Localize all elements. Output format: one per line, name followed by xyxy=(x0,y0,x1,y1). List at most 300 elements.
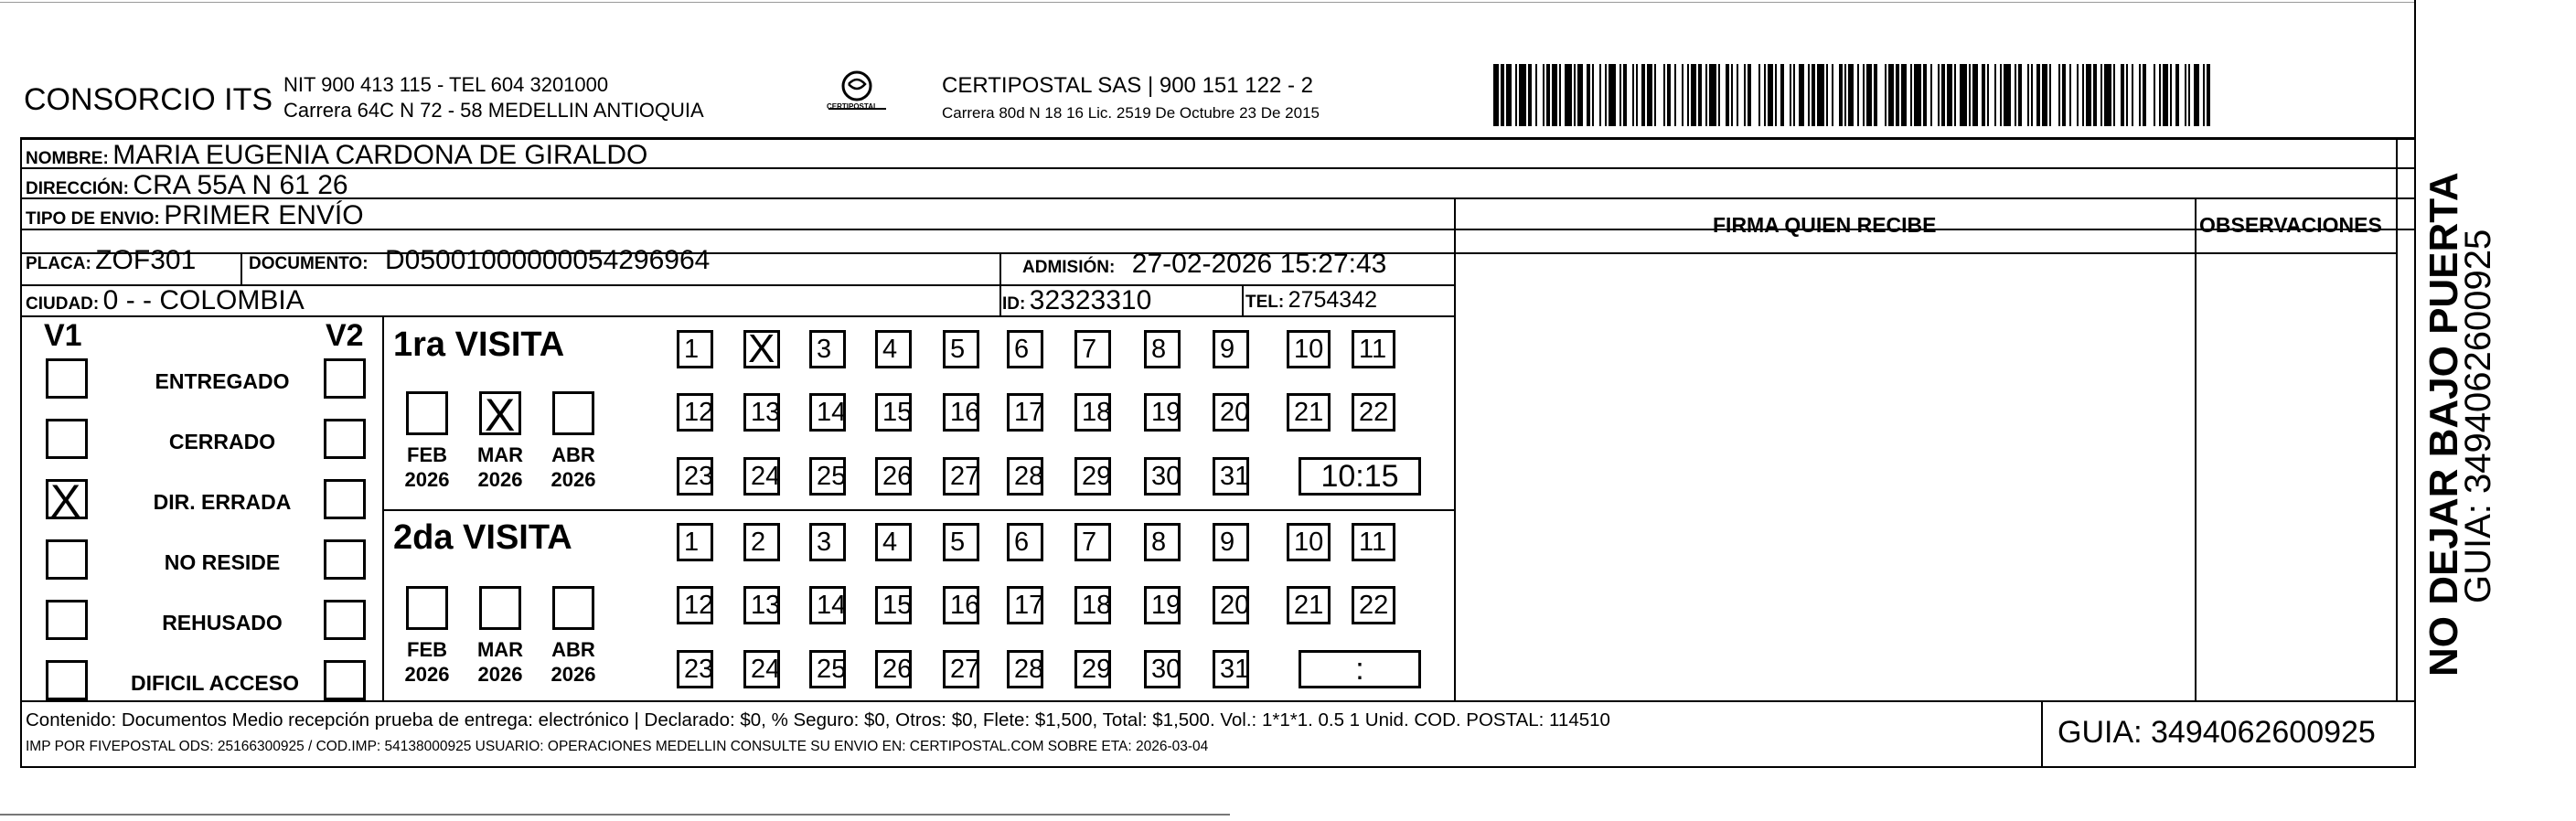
barcode-bar xyxy=(1954,64,1956,126)
day-number: 11 xyxy=(1359,528,1387,557)
barcode-bar xyxy=(2163,64,2168,126)
day-box[interactable] xyxy=(1074,523,1111,561)
day-box[interactable] xyxy=(809,650,846,688)
day-number: 20 xyxy=(1220,398,1250,427)
barcode-bar xyxy=(1636,64,1638,126)
day-number: 7 xyxy=(1082,528,1097,557)
day-box[interactable] xyxy=(743,393,780,432)
day-number: 19 xyxy=(1151,591,1181,620)
barcode-bar xyxy=(1866,64,1872,126)
admission-value: 27-02-2026 15:27:43 xyxy=(1131,249,1387,279)
barcode-bar xyxy=(1848,64,1854,126)
barcode-bar xyxy=(2058,64,2060,126)
day-box[interactable] xyxy=(1144,586,1181,624)
company-nit: NIT 900 413 115 - TEL 604 3201000 xyxy=(283,73,609,96)
status-label: NO RESIDE xyxy=(164,550,281,574)
day-number: 27 xyxy=(950,655,980,684)
id-value: 32323310 xyxy=(1029,285,1152,315)
month-name: ABR xyxy=(551,638,595,661)
carrier-name: CERTIPOSTAL SAS | 900 151 122 - 2 xyxy=(942,73,1313,98)
name-field xyxy=(26,142,647,169)
city-label: CIUDAD: xyxy=(26,294,100,314)
day-number: 3 xyxy=(817,528,832,557)
day-box[interactable] xyxy=(1007,330,1043,368)
day-number: 17 xyxy=(1014,398,1044,427)
barcode-bar xyxy=(2143,64,2146,126)
status-v2-checkbox[interactable] xyxy=(324,539,366,580)
day-box[interactable] xyxy=(1074,330,1111,368)
barcode-bar xyxy=(2188,64,2190,126)
time-box[interactable]: : xyxy=(1299,650,1421,688)
barcode-bar xyxy=(1546,64,1550,126)
month-label xyxy=(546,442,601,492)
day-number: 20 xyxy=(1220,591,1250,620)
barcode-bar xyxy=(1758,64,1760,126)
footer-content: Contenido: Documentos Medio recepción prueba de entrega: electrónico | Declarado: $0, % Seguro: $0, Otros: $0, Flete: $1,500, Total: $1,500. Vol.: 1*1*1. 0.5 1 Unid. COD. POSTAL: 114510 xyxy=(26,709,1610,730)
day-number: 13 xyxy=(751,398,781,427)
day-box[interactable] xyxy=(809,457,846,496)
admission-field xyxy=(1022,251,1386,278)
barcode-bar xyxy=(1605,64,1607,126)
plate-value: ZOF301 xyxy=(95,245,197,275)
barcode-bar xyxy=(1592,64,1594,126)
footer-print-info: IMP POR FIVEPOSTAL ODS: 25166300925 / COD.IMP: 54138000925 USUARIO: OPERACIONES MEDELLIN CONSULTE SU ENVIO EN: CERTIPOSTAL.COM SOBRE ETA: 2026-03-04 xyxy=(26,739,1209,754)
status-v2-checkbox[interactable] xyxy=(324,660,366,700)
barcode-bar xyxy=(2113,64,2115,126)
barcode-bar xyxy=(1960,64,1967,126)
month-checkbox[interactable] xyxy=(479,586,521,630)
month-checkbox[interactable] xyxy=(552,391,594,435)
month-year: 2026 xyxy=(477,468,523,491)
day-number: 5 xyxy=(950,528,966,557)
month-year: 2026 xyxy=(550,468,596,491)
day-box[interactable] xyxy=(1144,393,1181,432)
barcode-bar xyxy=(1808,64,1810,126)
day-box[interactable] xyxy=(677,330,713,368)
type-value: PRIMER ENVÍO xyxy=(164,200,364,230)
barcode-bar xyxy=(1663,64,1665,126)
barcode-bar xyxy=(1552,64,1557,126)
day-box[interactable] xyxy=(1074,393,1111,432)
barcode-bar xyxy=(1914,64,1921,126)
day-box[interactable] xyxy=(743,586,780,624)
status-v2-checkbox[interactable] xyxy=(324,358,366,399)
month-checkbox[interactable] xyxy=(552,586,594,630)
day-box[interactable] xyxy=(677,586,713,624)
day-box[interactable] xyxy=(875,586,912,624)
barcode-bar xyxy=(1501,64,1504,126)
barcode-bar xyxy=(1574,64,1576,126)
plate-field xyxy=(26,247,196,274)
barcode-bar xyxy=(1799,64,1804,126)
type-field xyxy=(26,202,364,229)
day-number: 30 xyxy=(1151,655,1181,684)
barcode-bar xyxy=(1493,64,1499,126)
status-v2-checkbox[interactable] xyxy=(324,419,366,459)
first-visit-title: 1ra VISITA xyxy=(393,325,565,364)
barcode-bar xyxy=(2093,64,2097,126)
day-box[interactable] xyxy=(743,523,780,561)
barcode-bar xyxy=(1705,64,1707,126)
month-name: ABR xyxy=(551,443,595,466)
day-box[interactable] xyxy=(1352,330,1395,368)
id-field xyxy=(1002,287,1151,315)
day-number: 12 xyxy=(684,591,714,620)
barcode xyxy=(1493,0,2225,128)
carrier-address: Carrera 80d N 18 16 Lic. 2519 De Octubre 23 De 2015 xyxy=(942,104,1320,122)
barcode-bar xyxy=(1896,64,1899,126)
barcode-bar xyxy=(1780,64,1784,126)
day-box[interactable] xyxy=(1144,330,1181,368)
day-box[interactable] xyxy=(1287,523,1331,561)
status-v1-checkbox[interactable] xyxy=(46,600,88,640)
month-year: 2026 xyxy=(550,663,596,686)
status-label: REHUSADO xyxy=(162,611,283,634)
barcode-bar xyxy=(1691,64,1696,126)
month-checkbox[interactable] xyxy=(406,586,448,630)
day-box[interactable] xyxy=(677,523,713,561)
day-box[interactable] xyxy=(1352,393,1395,432)
day-box[interactable] xyxy=(875,457,912,496)
day-number: 27 xyxy=(950,462,980,491)
day-box[interactable] xyxy=(1352,586,1395,624)
barcode-bar xyxy=(2207,64,2210,126)
status-v1-checkbox[interactable] xyxy=(46,358,88,399)
day-number: 26 xyxy=(882,655,913,684)
day-number: 24 xyxy=(751,655,781,684)
document-value: D05001000000054296964 xyxy=(385,245,711,275)
v1-label: V1 xyxy=(44,318,82,353)
barcode-bar xyxy=(1667,64,1671,126)
barcode-bar xyxy=(2086,64,2091,126)
day-number: 16 xyxy=(950,398,980,427)
barcode-bar xyxy=(1687,64,1689,126)
day-number: 28 xyxy=(1014,462,1044,491)
side-guide-number: GUIA: 3494062600925 xyxy=(2458,229,2498,603)
barcode-bar xyxy=(1885,64,1887,126)
month-label xyxy=(473,637,528,687)
address-label: DIRECCIÓN: xyxy=(26,179,129,198)
barcode-bar xyxy=(2031,64,2033,126)
barcode-bar xyxy=(1641,64,1645,126)
barcode-bar xyxy=(2170,64,2172,126)
status-label: ENTREGADO xyxy=(155,369,290,393)
day-box[interactable] xyxy=(875,330,912,368)
day-box[interactable] xyxy=(1074,457,1111,496)
day-number: 1 xyxy=(684,528,700,557)
day-box[interactable] xyxy=(943,330,979,368)
tel-value: 2754342 xyxy=(1288,287,1377,313)
barcode-bar xyxy=(2062,64,2066,126)
barcode-bar xyxy=(1901,64,1907,126)
barcode-bar xyxy=(1863,64,1865,126)
document-label: DOCUMENTO: xyxy=(249,254,369,273)
barcode-bar xyxy=(1857,64,1859,126)
barcode-bar xyxy=(2203,64,2205,126)
barcode-bar xyxy=(1987,64,1989,126)
day-box[interactable] xyxy=(943,457,979,496)
barcode-bar xyxy=(2082,64,2084,126)
barcode-bar xyxy=(2154,64,2155,126)
day-box[interactable] xyxy=(1213,457,1249,496)
month-label xyxy=(546,637,601,687)
day-number: 17 xyxy=(1014,591,1044,620)
observations-label: OBSERVACIONES xyxy=(2199,213,2382,237)
barcode-bar xyxy=(1764,64,1766,126)
day-box[interactable] xyxy=(875,523,912,561)
admission-label: ADMISIÓN: xyxy=(1022,258,1116,277)
day-box[interactable] xyxy=(809,393,846,432)
day-box[interactable] xyxy=(943,523,979,561)
barcode-bar xyxy=(1709,64,1716,126)
barcode-bar xyxy=(2018,64,2022,126)
id-label: ID: xyxy=(1002,294,1026,314)
day-number: 25 xyxy=(817,655,847,684)
barcode-bar xyxy=(1587,64,1590,126)
barcode-bar xyxy=(1982,64,1985,126)
status-v1-checkbox[interactable] xyxy=(46,419,88,459)
day-number: 10 xyxy=(1294,335,1324,364)
day-box[interactable] xyxy=(1007,650,1043,688)
barcode-bar xyxy=(1826,64,1828,126)
second-visit-title: 2da VISITA xyxy=(393,518,572,557)
certipostal-logo-icon xyxy=(823,69,892,120)
day-box[interactable] xyxy=(743,650,780,688)
day-box[interactable] xyxy=(1007,393,1043,432)
day-number: 29 xyxy=(1082,462,1112,491)
barcode-bar xyxy=(1654,64,1656,126)
signature-label: FIRMA QUIEN RECIBE xyxy=(1713,213,1937,237)
month-label xyxy=(400,442,454,492)
barcode-bar xyxy=(2015,64,2016,126)
barcode-bar xyxy=(2159,64,2161,126)
city-field xyxy=(26,287,305,315)
barcode-bar xyxy=(1519,64,1526,126)
day-box[interactable] xyxy=(809,523,846,561)
day-number: 4 xyxy=(882,528,898,557)
barcode-bar xyxy=(1938,64,1940,126)
day-box[interactable] xyxy=(677,650,713,688)
day-box[interactable] xyxy=(1213,393,1249,432)
certipostal-logo xyxy=(823,69,892,120)
barcode-bar xyxy=(1674,64,1676,126)
day-number: 22 xyxy=(1359,398,1389,427)
day-number: 3 xyxy=(817,335,832,364)
day-number: 15 xyxy=(882,591,913,620)
day-box[interactable] xyxy=(1074,586,1111,624)
barcode-bar xyxy=(1910,64,1912,126)
day-box[interactable] xyxy=(1213,650,1249,688)
barcode-bar xyxy=(2069,64,2071,126)
month-year: 2026 xyxy=(404,663,450,686)
barcode-bar xyxy=(1506,64,1512,126)
plate-label: PLACA: xyxy=(26,254,91,273)
day-box[interactable] xyxy=(875,650,912,688)
day-box[interactable] xyxy=(1352,523,1395,561)
barcode-bar xyxy=(2194,64,2199,126)
day-box[interactable] xyxy=(1074,650,1111,688)
barcode-bar xyxy=(1647,64,1652,126)
barcode-bar xyxy=(2042,64,2047,126)
barcode-bar xyxy=(1682,64,1683,126)
day-box[interactable] xyxy=(875,393,912,432)
barcode-bar xyxy=(2185,64,2186,126)
status-label: DIFICIL ACCESO xyxy=(130,671,299,695)
day-box[interactable] xyxy=(1287,393,1331,432)
day-number: 11 xyxy=(1359,335,1387,364)
barcode-bar xyxy=(1599,64,1601,126)
month-label xyxy=(400,637,454,687)
barcode-bar xyxy=(1844,64,1846,126)
day-number: 16 xyxy=(950,591,980,620)
status-v1-checkbox[interactable] xyxy=(46,660,88,700)
barcode-bar xyxy=(1817,64,1824,126)
day-box[interactable] xyxy=(1144,523,1181,561)
barcode-bar xyxy=(2126,64,2128,126)
day-box[interactable] xyxy=(1287,586,1331,624)
day-box[interactable] xyxy=(1213,330,1249,368)
month-checkbox[interactable] xyxy=(406,391,448,435)
barcode-bar xyxy=(1632,64,1634,126)
barcode-bar xyxy=(1748,64,1751,126)
day-box[interactable] xyxy=(743,457,780,496)
day-box[interactable] xyxy=(677,393,713,432)
status-v2-checkbox[interactable] xyxy=(324,600,366,640)
day-box[interactable] xyxy=(809,586,846,624)
day-box[interactable] xyxy=(677,457,713,496)
day-box[interactable] xyxy=(943,393,979,432)
status-v1-checkbox[interactable] xyxy=(46,539,88,580)
barcode-bar xyxy=(2000,64,2002,126)
tel-field xyxy=(1245,289,1377,312)
month-year: 2026 xyxy=(477,663,523,686)
barcode-bar xyxy=(2049,64,2051,126)
day-number: 24 xyxy=(751,462,781,491)
day-box[interactable] xyxy=(1213,586,1249,624)
type-label: TIPO DE ENVIO: xyxy=(26,209,160,229)
day-number: 7 xyxy=(1082,335,1097,364)
day-number: 25 xyxy=(817,462,847,491)
address-value: CRA 55A N 61 26 xyxy=(133,170,348,200)
day-box[interactable] xyxy=(743,326,780,371)
name-label: NOMBRE: xyxy=(26,149,109,168)
day-number: 14 xyxy=(817,398,847,427)
barcode-bar xyxy=(2104,64,2111,126)
day-number: 14 xyxy=(817,591,847,620)
day-box[interactable] xyxy=(943,586,979,624)
time-box[interactable]: 10:15 xyxy=(1299,457,1421,496)
barcode-bar xyxy=(1726,64,1729,126)
day-number: 18 xyxy=(1082,591,1112,620)
status-label: CERRADO xyxy=(168,430,276,453)
day-box[interactable] xyxy=(943,650,979,688)
day-number: 6 xyxy=(1014,335,1030,364)
day-number: 12 xyxy=(684,398,714,427)
barcode-bar xyxy=(2100,64,2102,126)
day-box[interactable] xyxy=(1007,586,1043,624)
barcode-bar xyxy=(1718,64,1720,126)
day-number: 5 xyxy=(950,335,966,364)
day-number: 21 xyxy=(1294,591,1324,620)
barcode-bar xyxy=(1543,64,1545,126)
company-name: CONSORCIO ITS xyxy=(24,82,273,117)
day-number: 4 xyxy=(882,335,898,364)
signature-area[interactable] xyxy=(1458,254,2193,698)
barcode-bar xyxy=(1698,64,1702,126)
day-number: 23 xyxy=(684,655,714,684)
barcode-bar xyxy=(1565,64,1572,126)
barcode-bar xyxy=(1535,64,1537,126)
day-number: 15 xyxy=(882,398,913,427)
day-box[interactable] xyxy=(1287,330,1331,368)
barcode-bar xyxy=(2121,64,2124,126)
status-label: DIR. ERRADA xyxy=(153,490,292,514)
day-number: 28 xyxy=(1014,655,1044,684)
footer-guide-number: GUIA: 3494062600925 xyxy=(2058,715,2376,750)
day-number: 30 xyxy=(1151,462,1181,491)
tel-label: TEL: xyxy=(1245,293,1285,312)
day-number: 29 xyxy=(1082,655,1112,684)
barcode-bar xyxy=(1941,64,1945,126)
side-warning: NO DEJAR BAJO PUERTA xyxy=(2421,172,2466,677)
barcode-bar xyxy=(1930,64,1932,126)
barcode-bar xyxy=(2004,64,2011,126)
day-box[interactable] xyxy=(809,330,846,368)
barcode-bar xyxy=(1888,64,1894,126)
day-box[interactable] xyxy=(1213,523,1249,561)
day-number: 10 xyxy=(1294,528,1324,557)
day-box[interactable] xyxy=(1144,650,1181,688)
day-number: 6 xyxy=(1014,528,1030,557)
barcode-bar xyxy=(1737,64,1738,126)
v2-label: V2 xyxy=(326,318,364,353)
barcode-bar xyxy=(2175,64,2179,126)
barcode-bar xyxy=(1793,64,1795,126)
name-value: MARIA EUGENIA CARDONA DE GIRALDO xyxy=(112,140,648,170)
barcode-bar xyxy=(1577,64,1583,126)
day-number: 9 xyxy=(1220,335,1235,364)
day-number: 21 xyxy=(1294,398,1324,427)
barcode-bar xyxy=(1775,64,1777,126)
barcode-bar xyxy=(2139,64,2141,126)
day-number: 8 xyxy=(1151,528,1167,557)
day-number: 13 xyxy=(751,591,781,620)
day-box[interactable] xyxy=(1007,523,1043,561)
barcode-bar xyxy=(1832,64,1833,126)
barcode-bar xyxy=(1609,64,1616,126)
day-number: 1 xyxy=(684,335,700,364)
day-box[interactable] xyxy=(1007,457,1043,496)
barcode-bar xyxy=(2036,64,2040,126)
month-name: FEB xyxy=(407,638,447,661)
barcode-bar xyxy=(1947,64,1952,126)
day-box[interactable] xyxy=(1144,457,1181,496)
observations-area[interactable] xyxy=(2198,254,2394,698)
barcode-bar xyxy=(1768,64,1773,126)
barcode-bar xyxy=(1923,64,1927,126)
day-number: 31 xyxy=(1220,655,1250,684)
day-mark: X xyxy=(748,326,775,371)
logo-label: CERTIPOSTAL xyxy=(827,102,878,111)
day-number: 22 xyxy=(1359,591,1389,620)
month-name: MAR xyxy=(476,638,524,661)
barcode-bar xyxy=(2132,64,2133,126)
day-number: 23 xyxy=(684,462,714,491)
barcode-bar xyxy=(1619,64,1621,126)
checkbox-mark: X xyxy=(50,475,81,527)
status-v2-checkbox[interactable] xyxy=(324,479,366,519)
address-field xyxy=(26,172,348,199)
